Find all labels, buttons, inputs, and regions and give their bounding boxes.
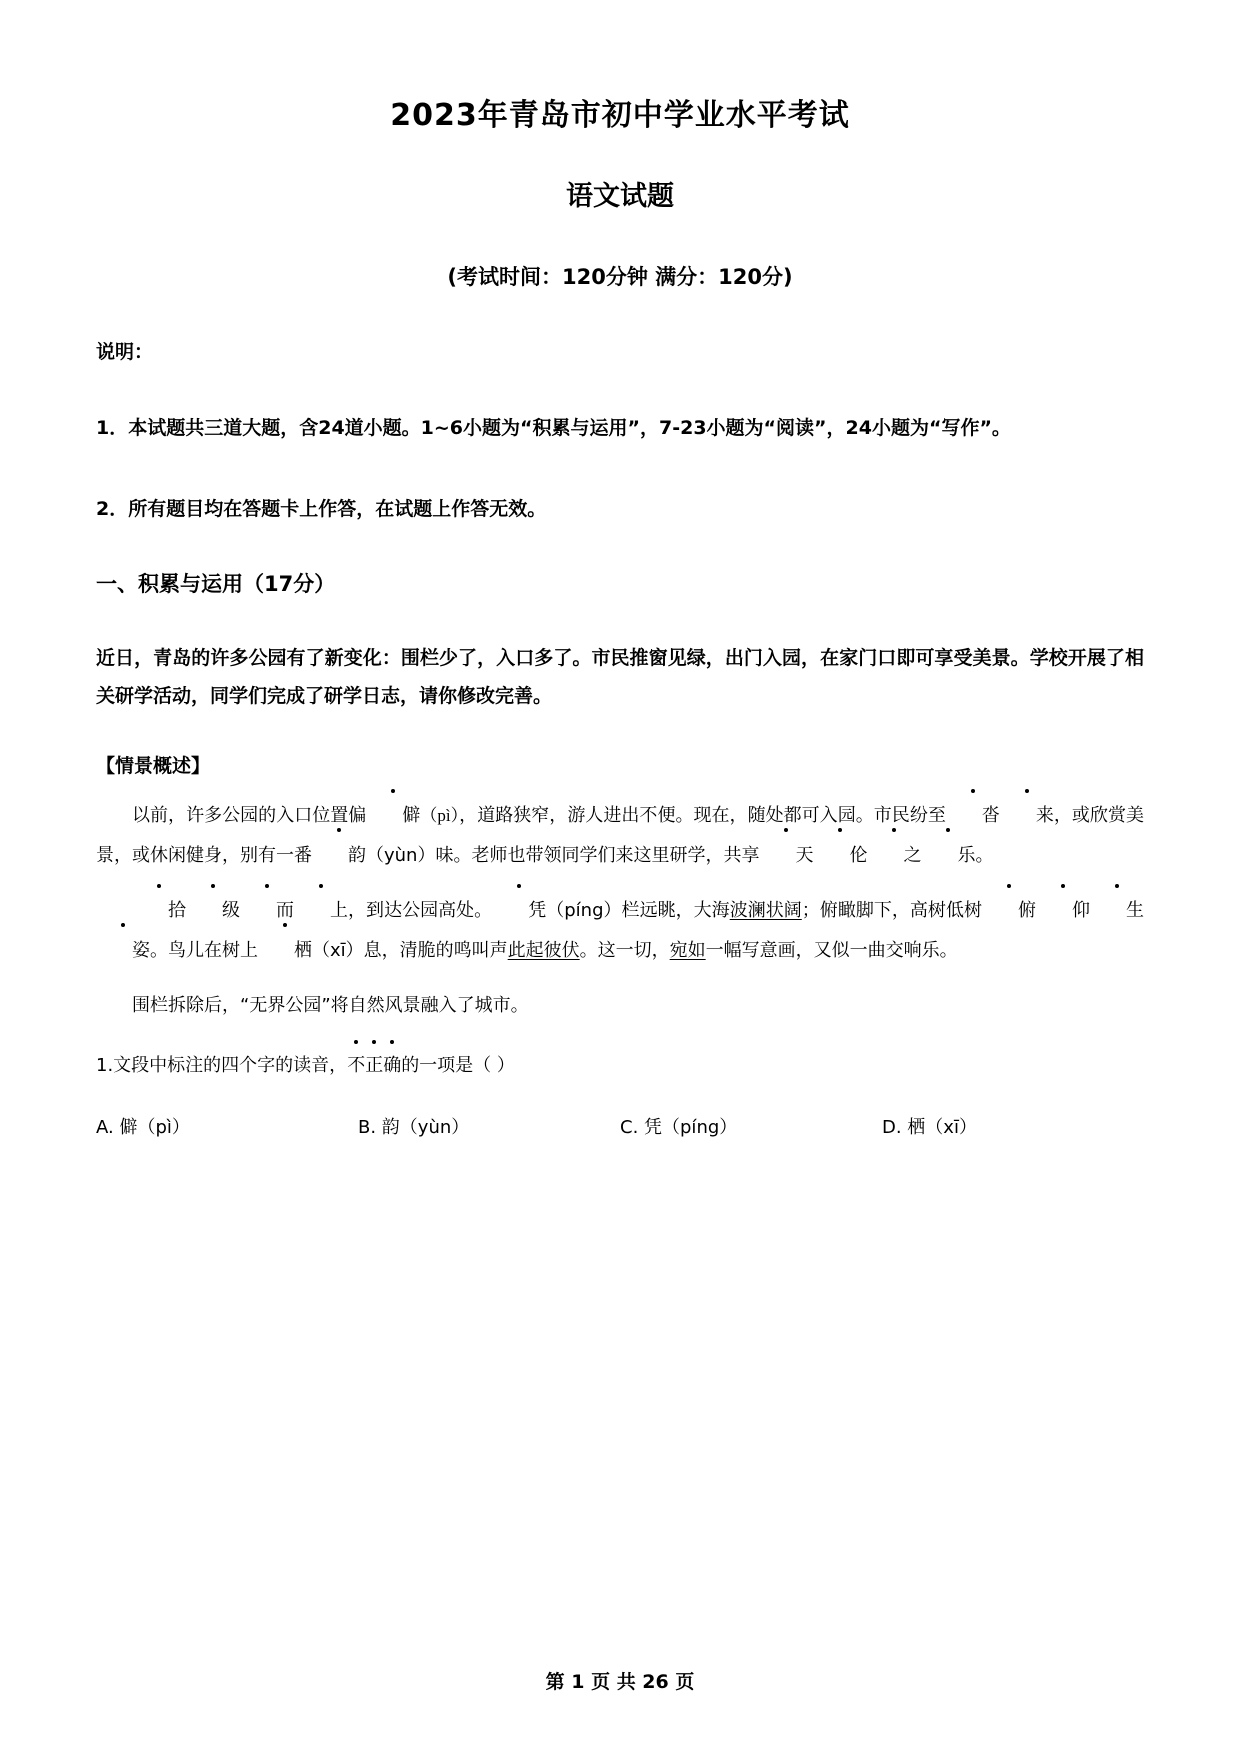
notice-label: 说明： <box>96 341 154 364</box>
passage-paragraph-3: 围栏拆除后，“无界公园”将自然风景融入了城市。 <box>132 995 529 1017</box>
emphasis-char: 天 <box>759 836 813 876</box>
passage-paragraph-1 <box>96 780 1144 875</box>
option-d[interactable]: D. 栖（xī） <box>882 1117 977 1139</box>
emphasis-char: 仰 <box>1036 891 1090 931</box>
underlined-phrase: 波澜状阔 <box>729 900 802 922</box>
passage-text: ，或欣赏美景，或休闲健身，别有一番 <box>96 805 1145 866</box>
passage-paragraph-2 <box>96 875 1144 970</box>
passage-text: ，道路狭窄，游人进出不便。现在，随处都可入园。市民纷至 <box>459 805 946 827</box>
emphasis-char: 栖 <box>258 931 312 971</box>
section-heading: 一、积累与运用（17分） <box>96 572 336 597</box>
emphasis-char: 拾 <box>132 891 186 931</box>
page-title: 2023年青岛市初中学业水平考试 <box>390 98 850 133</box>
page-subtitle: 语文试题 <box>566 181 674 212</box>
passage-text: ，到达公园高处。 <box>348 900 493 922</box>
question-suffix: 的一项是（ ） <box>401 1055 515 1077</box>
passage-text: 。这一切， <box>579 939 670 961</box>
question-1 <box>96 1026 1144 1084</box>
option-b[interactable]: B. 韵（yùn） <box>358 1117 470 1139</box>
emphasis-char: 确 <box>383 1048 401 1084</box>
emphasis-char: 韵 <box>312 836 366 876</box>
bracket-heading-scene-overview: 【情景概述】 <box>96 755 211 778</box>
emphasis-char: 不 <box>347 1048 365 1084</box>
passage-text: （píng）栏远眺，大海 <box>546 900 730 922</box>
emphasis-char: 僻 <box>366 796 420 836</box>
emphasis-char: 上 <box>294 891 348 931</box>
emphasis-char: 生 <box>1090 891 1144 931</box>
passage-text: ；俯瞰脚下，高树低树 <box>801 900 983 922</box>
underlined-phrase: 此起彼伏 <box>507 939 580 961</box>
emphasis-char: 级 <box>186 891 240 931</box>
pinyin-annotation: （pì） <box>420 806 460 826</box>
emphasis-char: 姿 <box>96 931 150 971</box>
option-a[interactable]: A. 僻（pì） <box>96 1117 190 1139</box>
passage-text: 以前，许多公园的入口位置偏 <box>132 805 367 827</box>
page-footer: 第 1 页 共 26 页 <box>545 1671 695 1693</box>
emphasis-char: 沓 <box>946 796 1000 836</box>
emphasis-char: 来 <box>1000 796 1054 836</box>
notice-item-1: 1．本试题共三道大题，含24道小题。1~6小题为“积累与运用”，7-23小题为“阅读”，24小题为“写作”。 <box>96 416 1011 439</box>
emphasis-char: 俯 <box>982 891 1036 931</box>
passage-text: 。鸟儿在树上 <box>150 939 258 961</box>
emphasis-char: 伦 <box>813 836 867 876</box>
emphasis-char: 凭 <box>492 891 546 931</box>
question-prefix: 1.文段中标注的四个字的读音， <box>96 1055 348 1077</box>
emphasis-char: 正 <box>365 1048 383 1084</box>
exam-meta: (考试时间：120分钟 满分：120分) <box>447 265 793 290</box>
question-1-options <box>96 1084 1144 1143</box>
underlined-phrase: 宛如 <box>669 939 706 961</box>
passage-text: （yùn）味。老师也带领同学们来这里研学，共享 <box>366 844 760 866</box>
passage-text: 一幅写意画，又似一曲交响乐。 <box>705 939 958 961</box>
option-c[interactable]: C. 凭（píng） <box>620 1117 738 1139</box>
emphasis-char: 乐 <box>921 836 975 876</box>
section-lead-paragraph: 近日，青岛的许多公园有了新变化：围栏少了，入口多了。市民推窗见绿，出门入园，在家门口即可享受美景。学校开展了相关研学活动，同学们完成了研学日志，请你修改完善。 <box>96 647 1144 708</box>
emphasis-char: 之 <box>867 836 921 876</box>
passage-text: （xī）息，清脆的鸣叫声 <box>312 939 508 961</box>
passage-text: 。 <box>975 844 994 866</box>
emphasis-char: 而 <box>240 891 294 931</box>
notice-item-2: 2．所有题目均在答题卡上作答，在试题上作答无效。 <box>96 498 547 521</box>
